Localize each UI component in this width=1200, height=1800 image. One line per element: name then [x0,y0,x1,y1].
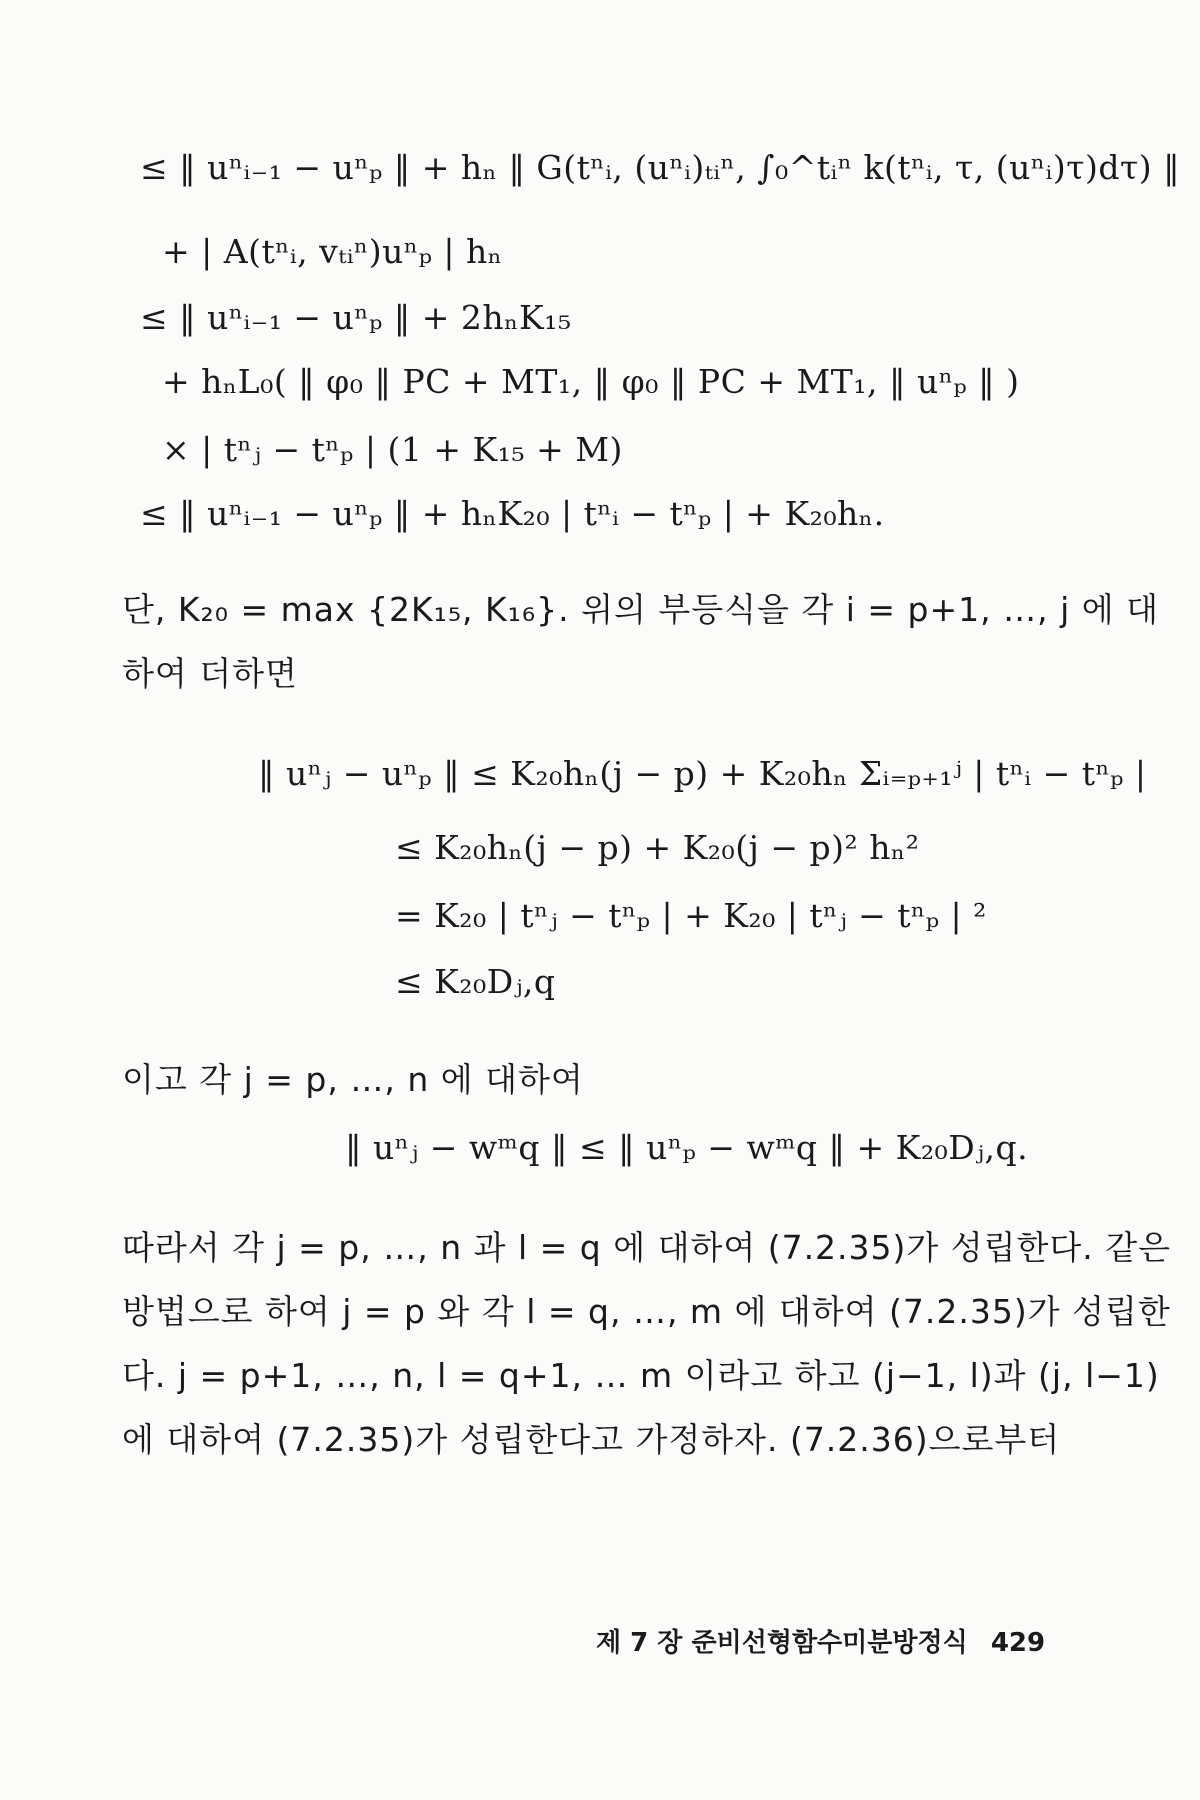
paragraph-line: 에 대하여 (7.2.35)가 성립한다고 가정하자. (7.2.36)으로부터 [122,1420,1061,1459]
equation-line: ‖ uⁿⱼ − uⁿₚ ‖ ≤ K₂₀hₙ(j − p) + K₂₀hₙ Σᵢ₌ₚ₊₁ʲ | tⁿᵢ − tⁿₚ | [258,754,1147,793]
equation-line: ≤ ‖ uⁿᵢ₋₁ − uⁿₚ ‖ + 2hₙK₁₅ [140,298,572,337]
equation-line: = K₂₀ | tⁿⱼ − tⁿₚ | + K₂₀ | tⁿⱼ − tⁿₚ | ² [395,896,987,935]
paragraph-line: 단, K₂₀ = max {2K₁₅, K₁₆}. 위의 부등식을 각 i = p+1, …, j 에 대 [122,590,1159,629]
paragraph-line: 방법으로 하여 j = p 와 각 l = q, …, m 에 대하여 (7.2.35)가 성립한 [122,1292,1171,1331]
equation-line: + hₙL₀( ‖ φ₀ ‖ PC + MT₁, ‖ φ₀ ‖ PC + MT₁, ‖ uⁿₚ ‖ ) [162,362,1020,401]
equation-line: ‖ uⁿⱼ − wᵐq ‖ ≤ ‖ uⁿₚ − wᵐq ‖ + K₂₀Dⱼ,q. [345,1128,1029,1167]
equation-line: + | A(tⁿᵢ, vₜᵢⁿ)uⁿₚ | hₙ [162,232,503,271]
equation-line: ≤ K₂₀Dⱼ,q [395,962,556,1001]
paragraph-line: 따라서 각 j = p, …, n 과 l = q 에 대하여 (7.2.35)가 성립한다. 같은 [122,1228,1172,1267]
paragraph-line: 하여 더하면 [122,654,298,693]
equation-line: ≤ K₂₀hₙ(j − p) + K₂₀(j − p)² hₙ² [395,828,920,867]
paragraph-line: 다. j = p+1, …, n, l = q+1, … m 이라고 하고 (j−1, l)과 (j, l−1) [122,1356,1160,1395]
equation-line: ≤ ‖ uⁿᵢ₋₁ − uⁿₚ ‖ + hₙK₂₀ | tⁿᵢ − tⁿₚ | + K₂₀hₙ. [140,494,885,533]
running-footer [596,1622,1045,1659]
page-number: 429 [990,1628,1046,1658]
equation-line: × | tⁿⱼ − tⁿₚ | (1 + K₁₅ + M) [162,430,623,469]
paragraph-line: 이고 각 j = p, …, n 에 대하여 [122,1060,584,1099]
equation-line: ≤ ‖ uⁿᵢ₋₁ − uⁿₚ ‖ + hₙ ‖ G(tⁿᵢ, (uⁿᵢ)ₜᵢⁿ, ∫₀^tᵢⁿ k(tⁿᵢ, τ, (uⁿᵢ)τ)dτ) ‖ [140,148,1181,187]
chapter-title: 제 7 장 준비선형함수미분방정식 [596,1628,968,1658]
